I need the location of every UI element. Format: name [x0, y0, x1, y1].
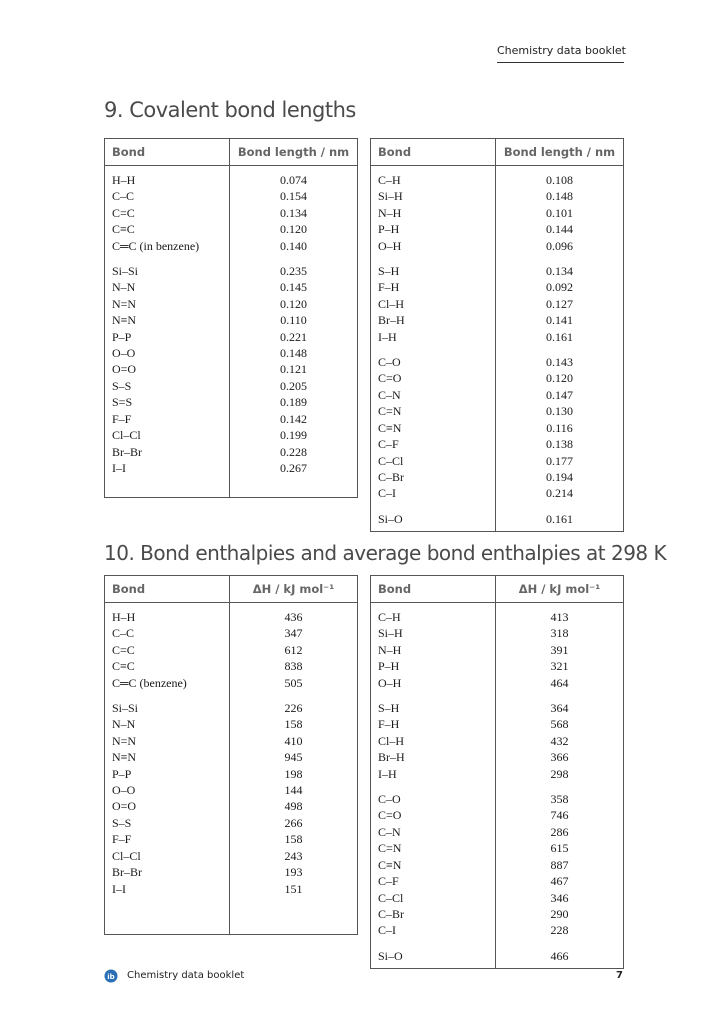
value-cell: 0.145 [230, 279, 358, 295]
bond-cell: C–H [371, 166, 496, 189]
table-row [105, 345, 358, 361]
bond-cell: C≡N [371, 420, 496, 436]
value-cell: 0.161 [496, 511, 624, 532]
bond-cell: Cl–Cl [105, 427, 230, 443]
bond-cell: N=N [105, 733, 230, 749]
value-cell: 321 [496, 658, 624, 674]
value-cell: 347 [230, 625, 358, 641]
table-row [371, 603, 624, 626]
bond-cell: C–F [371, 873, 496, 889]
table-row [371, 922, 624, 938]
bond-enthalpies-table-left [104, 575, 358, 935]
value-cell: 286 [496, 824, 624, 840]
section-9-title: 9. Covalent bond lengths [104, 98, 356, 122]
table-row [105, 716, 358, 732]
value-cell: 298 [496, 766, 624, 782]
table-row [105, 798, 358, 814]
table-row [371, 658, 624, 674]
table-row [371, 420, 624, 436]
table-row [105, 394, 358, 410]
table-row [371, 733, 624, 749]
table-row [105, 700, 358, 716]
value-cell: 198 [230, 766, 358, 782]
bond-cell: H–H [105, 603, 230, 626]
value-cell: 0.101 [496, 205, 624, 221]
value-cell: 0.120 [230, 296, 358, 312]
table-row [371, 296, 624, 312]
table-row [105, 312, 358, 328]
bond-cell: C–I [371, 922, 496, 938]
bond-cell: C=O [371, 370, 496, 386]
bond-cell: P–P [105, 329, 230, 345]
bond-cell: C–F [371, 436, 496, 452]
bond-cell: C≡C [105, 221, 230, 237]
bond-cell: O–H [371, 238, 496, 254]
table-row [371, 329, 624, 345]
table-row [371, 263, 624, 279]
value-cell: 226 [230, 700, 358, 716]
bond-cell: C=O [371, 807, 496, 823]
bond-cell: S–S [105, 815, 230, 831]
table-row [371, 354, 624, 370]
table-row [371, 205, 624, 221]
value-cell: 413 [496, 603, 624, 626]
table-row [371, 469, 624, 485]
value-cell: 0.110 [230, 312, 358, 328]
value-cell: 0.127 [496, 296, 624, 312]
value-cell: 0.214 [496, 485, 624, 501]
bond-cell: S–S [105, 378, 230, 394]
bond-cell: N≡N [105, 312, 230, 328]
column-header-enthalpy: ΔH / kJ mol⁻¹ [496, 576, 624, 603]
value-cell: 0.138 [496, 436, 624, 452]
bond-cell: Si–O [371, 511, 496, 532]
table-row [105, 296, 358, 312]
value-cell: 158 [230, 716, 358, 732]
table-row [371, 221, 624, 237]
bond-cell: C–Cl [371, 453, 496, 469]
table-row [105, 221, 358, 237]
bond-cell: C═C (benzene) [105, 675, 230, 691]
table-row [105, 263, 358, 279]
table-row [105, 603, 358, 626]
bond-cell: O=O [105, 798, 230, 814]
table-row [105, 427, 358, 443]
value-cell: 612 [230, 642, 358, 658]
header-rule [497, 62, 624, 63]
table-row [371, 436, 624, 452]
bond-cell: C═C (in benzene) [105, 238, 230, 254]
table-row [371, 238, 624, 254]
bond-cell: Br–H [371, 749, 496, 765]
value-cell: 498 [230, 798, 358, 814]
value-cell: 0.120 [496, 370, 624, 386]
bond-cell: N≡N [105, 749, 230, 765]
value-cell: 151 [230, 881, 358, 897]
value-cell: 158 [230, 831, 358, 847]
bond-cell: Br–Br [105, 444, 230, 460]
value-cell: 436 [230, 603, 358, 626]
value-cell: 290 [496, 906, 624, 922]
table-row [371, 824, 624, 840]
table-row [105, 279, 358, 295]
table-row [371, 700, 624, 716]
value-cell: 0.267 [230, 460, 358, 476]
bond-lengths-table-right [370, 138, 624, 532]
bond-cell: O–O [105, 345, 230, 361]
bond-cell: C–H [371, 603, 496, 626]
bond-cell: C–Cl [371, 890, 496, 906]
bond-cell: N–N [105, 279, 230, 295]
table-row [371, 453, 624, 469]
table-row [105, 444, 358, 460]
value-cell: 0.148 [230, 345, 358, 361]
table-row [105, 329, 358, 345]
table-row [371, 403, 624, 419]
table-row [371, 890, 624, 906]
column-header-bond: Bond [105, 576, 230, 603]
value-cell: 358 [496, 791, 624, 807]
value-cell: 364 [496, 700, 624, 716]
table-row [371, 807, 624, 823]
column-header-bond: Bond [105, 139, 230, 166]
value-cell: 0.143 [496, 354, 624, 370]
value-cell: 243 [230, 848, 358, 864]
value-cell: 615 [496, 840, 624, 856]
table-row [371, 188, 624, 204]
value-cell: 432 [496, 733, 624, 749]
table-row [105, 166, 358, 189]
bond-cell: O–H [371, 675, 496, 691]
bond-cell: C–Br [371, 469, 496, 485]
bond-cell: Si–H [371, 625, 496, 641]
table-row [371, 840, 624, 856]
table-row [371, 642, 624, 658]
value-cell: 0.177 [496, 453, 624, 469]
value-cell: 0.189 [230, 394, 358, 410]
value-cell: 0.194 [496, 469, 624, 485]
bond-cell: I–I [105, 881, 230, 897]
table-row [105, 815, 358, 831]
table-row [371, 749, 624, 765]
bond-cell: P–P [105, 766, 230, 782]
bond-cell: C–N [371, 387, 496, 403]
table-row [371, 906, 624, 922]
table-row [371, 791, 624, 807]
table-row [105, 378, 358, 394]
value-cell: 144 [230, 782, 358, 798]
value-cell: 0.235 [230, 263, 358, 279]
bond-cell: S–H [371, 700, 496, 716]
value-cell: 391 [496, 642, 624, 658]
bond-cell: Si–Si [105, 700, 230, 716]
value-cell: 466 [496, 948, 624, 969]
table-row [105, 658, 358, 674]
value-cell: 0.147 [496, 387, 624, 403]
bond-cell: S–H [371, 263, 496, 279]
table-row [105, 642, 358, 658]
bond-cell: C–Br [371, 906, 496, 922]
bond-cell: C–C [105, 188, 230, 204]
value-cell: 366 [496, 749, 624, 765]
table-row [105, 831, 358, 847]
bond-cell: O=O [105, 361, 230, 377]
table-row [371, 370, 624, 386]
table-row [105, 675, 358, 691]
table-row [105, 749, 358, 765]
bond-cell: N=N [105, 296, 230, 312]
bond-cell: O–O [105, 782, 230, 798]
value-cell: 0.121 [230, 361, 358, 377]
value-cell: 0.092 [496, 279, 624, 295]
value-cell: 0.148 [496, 188, 624, 204]
value-cell: 505 [230, 675, 358, 691]
bond-cell: Cl–H [371, 733, 496, 749]
value-cell: 0.140 [230, 238, 358, 254]
bond-lengths-table-left [104, 138, 358, 498]
value-cell: 0.199 [230, 427, 358, 443]
table-row [371, 511, 624, 532]
bond-cell: C≡C [105, 658, 230, 674]
section-10-title: 10. Bond enthalpies and average bond enthalpies at 298 K [104, 541, 667, 565]
table-row [371, 857, 624, 873]
value-cell: 945 [230, 749, 358, 765]
table-row [105, 864, 358, 880]
table-row [105, 411, 358, 427]
table-row [371, 873, 624, 889]
table-row [371, 166, 624, 189]
bond-cell: P–H [371, 221, 496, 237]
page-number: 7 [616, 970, 623, 981]
table-row [105, 361, 358, 377]
bond-cell: S=S [105, 394, 230, 410]
table-row [105, 625, 358, 641]
bond-cell: C–O [371, 354, 496, 370]
svg-text:ib: ib [107, 973, 115, 981]
value-cell: 0.116 [496, 420, 624, 436]
bond-cell: I–I [105, 460, 230, 476]
table-row [105, 881, 358, 897]
bond-cell: F–H [371, 716, 496, 732]
value-cell: 467 [496, 873, 624, 889]
value-cell: 193 [230, 864, 358, 880]
bond-cell: C–I [371, 485, 496, 501]
value-cell: 0.130 [496, 403, 624, 419]
bond-cell: Cl–H [371, 296, 496, 312]
footer-title: Chemistry data booklet [127, 970, 245, 981]
value-cell: 746 [496, 807, 624, 823]
column-header-bond: Bond [371, 576, 496, 603]
value-cell: 0.141 [496, 312, 624, 328]
table-row [371, 716, 624, 732]
bond-cell: F–F [105, 411, 230, 427]
bond-cell: C–O [371, 791, 496, 807]
column-header-bond: Bond [371, 139, 496, 166]
bond-enthalpies-table-right [370, 575, 624, 969]
bond-cell: Cl–Cl [105, 848, 230, 864]
bond-cell: N–H [371, 642, 496, 658]
value-cell: 266 [230, 815, 358, 831]
value-cell: 568 [496, 716, 624, 732]
value-cell: 838 [230, 658, 358, 674]
value-cell: 0.108 [496, 166, 624, 189]
table-row [371, 312, 624, 328]
bond-cell: Br–H [371, 312, 496, 328]
value-cell: 318 [496, 625, 624, 641]
value-cell: 0.096 [496, 238, 624, 254]
table-row [371, 948, 624, 969]
bond-cell: Si–O [371, 948, 496, 969]
bond-cell: N–N [105, 716, 230, 732]
value-cell: 0.120 [230, 221, 358, 237]
bond-cell: Si–Si [105, 263, 230, 279]
value-cell: 410 [230, 733, 358, 749]
bond-cell: F–H [371, 279, 496, 295]
bond-cell: C=C [105, 205, 230, 221]
table-row [371, 766, 624, 782]
value-cell: 0.205 [230, 378, 358, 394]
table-row [105, 848, 358, 864]
value-cell: 0.161 [496, 329, 624, 345]
table-row [371, 485, 624, 501]
table-row [371, 387, 624, 403]
table-row [105, 205, 358, 221]
ib-logo-icon [104, 969, 118, 983]
bond-cell: C–C [105, 625, 230, 641]
bond-cell: C–N [371, 824, 496, 840]
column-header-bond-length: Bond length / nm [496, 139, 624, 166]
value-cell: 0.154 [230, 188, 358, 204]
column-header-enthalpy: ΔH / kJ mol⁻¹ [230, 576, 358, 603]
table-row [105, 766, 358, 782]
running-header: Chemistry data booklet [497, 44, 626, 57]
value-cell: 464 [496, 675, 624, 691]
value-cell: 0.134 [496, 263, 624, 279]
bond-cell: Br–Br [105, 864, 230, 880]
bond-cell: F–F [105, 831, 230, 847]
bond-cell: P–H [371, 658, 496, 674]
bond-cell: H–H [105, 166, 230, 189]
bond-cell: C≡N [371, 857, 496, 873]
value-cell: 0.228 [230, 444, 358, 460]
value-cell: 0.134 [230, 205, 358, 221]
value-cell: 228 [496, 922, 624, 938]
table-row [371, 675, 624, 691]
value-cell: 0.074 [230, 166, 358, 189]
table-row [371, 625, 624, 641]
table-row [105, 238, 358, 254]
bond-cell: I–H [371, 766, 496, 782]
bond-cell: C=N [371, 403, 496, 419]
bond-cell: C=N [371, 840, 496, 856]
column-header-bond-length: Bond length / nm [230, 139, 358, 166]
table-row [371, 279, 624, 295]
value-cell: 0.144 [496, 221, 624, 237]
bond-cell: Si–H [371, 188, 496, 204]
table-row [105, 782, 358, 798]
value-cell: 0.142 [230, 411, 358, 427]
table-row [105, 188, 358, 204]
value-cell: 346 [496, 890, 624, 906]
value-cell: 0.221 [230, 329, 358, 345]
table-row [105, 733, 358, 749]
bond-cell: C=C [105, 642, 230, 658]
value-cell: 887 [496, 857, 624, 873]
bond-cell: I–H [371, 329, 496, 345]
bond-cell: N–H [371, 205, 496, 221]
table-row [105, 460, 358, 476]
